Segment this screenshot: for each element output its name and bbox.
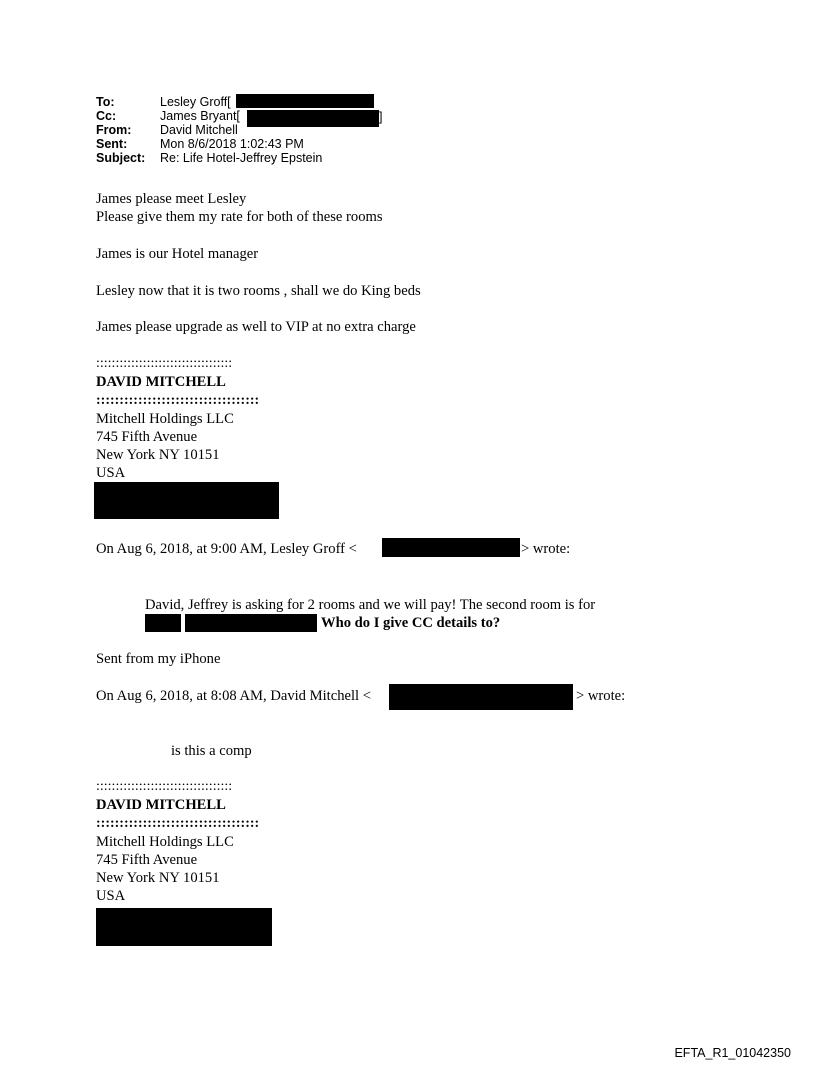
- signature-name: DAVID MITCHELL: [96, 797, 226, 813]
- body-line: Please give them my rate for both of these rooms: [96, 209, 383, 225]
- cc-value: James Bryant[: [160, 109, 240, 123]
- body-line: James please meet Lesley: [96, 191, 247, 207]
- signature-divider: :::::::::::::::::::::::::::::::::::: [96, 356, 233, 371]
- quote-intro: On Aug 6, 2018, at 9:00 AM, Lesley Groff <: [96, 541, 357, 557]
- redaction-box: [185, 614, 317, 632]
- quote-text: David, Jeffrey is asking for 2 rooms and we will pay! The second room is for: [145, 597, 596, 613]
- cc-label: Cc:: [96, 109, 117, 123]
- redaction-box: [96, 908, 272, 946]
- signature-divider: :::::::::::::::::::::::::::::::::::: [96, 779, 233, 794]
- body-line: Lesley now that it is two rooms , shall we do King beds: [96, 283, 421, 299]
- sent-label: Sent:: [96, 137, 128, 151]
- from-label: From:: [96, 123, 132, 137]
- signature-company: Mitchell Holdings LLC: [96, 411, 234, 427]
- from-value: David Mitchell: [160, 123, 238, 137]
- subject-label: Subject:: [96, 151, 146, 165]
- body-line: James is our Hotel manager: [96, 246, 259, 262]
- signature-city: New York NY 10151: [96, 447, 220, 463]
- quote-intro-end: > wrote:: [576, 688, 626, 704]
- cc-close-bracket: ]: [379, 110, 383, 124]
- signature-company: Mitchell Holdings LLC: [96, 834, 234, 850]
- sent-from-line: Sent from my iPhone: [96, 651, 221, 667]
- document-id: EFTA_R1_01042350: [674, 1046, 791, 1060]
- body-line: James please upgrade as well to VIP at no extra charge: [96, 319, 416, 335]
- signature-address: 745 Fifth Avenue: [96, 852, 198, 868]
- signature-country: USA: [96, 888, 126, 904]
- redaction-box: [94, 482, 279, 519]
- to-value: Lesley Groff[: [160, 95, 231, 109]
- signature-divider: :::::::::::::::::::::::::::::::::::: [96, 816, 260, 831]
- subject-value: Re: Life Hotel-Jeffrey Epstein: [160, 151, 323, 165]
- redaction-box: [145, 614, 181, 632]
- quote-intro-end: > wrote:: [521, 541, 571, 557]
- redaction-box: [382, 538, 520, 557]
- redaction-box: [389, 684, 573, 710]
- quote-text-bold: Who do I give CC details to?: [321, 615, 501, 631]
- to-label: To:: [96, 95, 115, 109]
- signature-city: New York NY 10151: [96, 870, 220, 886]
- signature-address: 745 Fifth Avenue: [96, 429, 198, 445]
- quote-intro: On Aug 6, 2018, at 8:08 AM, David Mitchell <: [96, 688, 371, 704]
- redaction-box: [247, 110, 379, 127]
- signature-country: USA: [96, 465, 126, 481]
- redaction-box: [236, 94, 374, 108]
- quote-text: is this a comp: [171, 743, 252, 759]
- sent-value: Mon 8/6/2018 1:02:43 PM: [160, 137, 304, 151]
- signature-divider: :::::::::::::::::::::::::::::::::::: [96, 393, 260, 408]
- signature-name: DAVID MITCHELL: [96, 374, 226, 390]
